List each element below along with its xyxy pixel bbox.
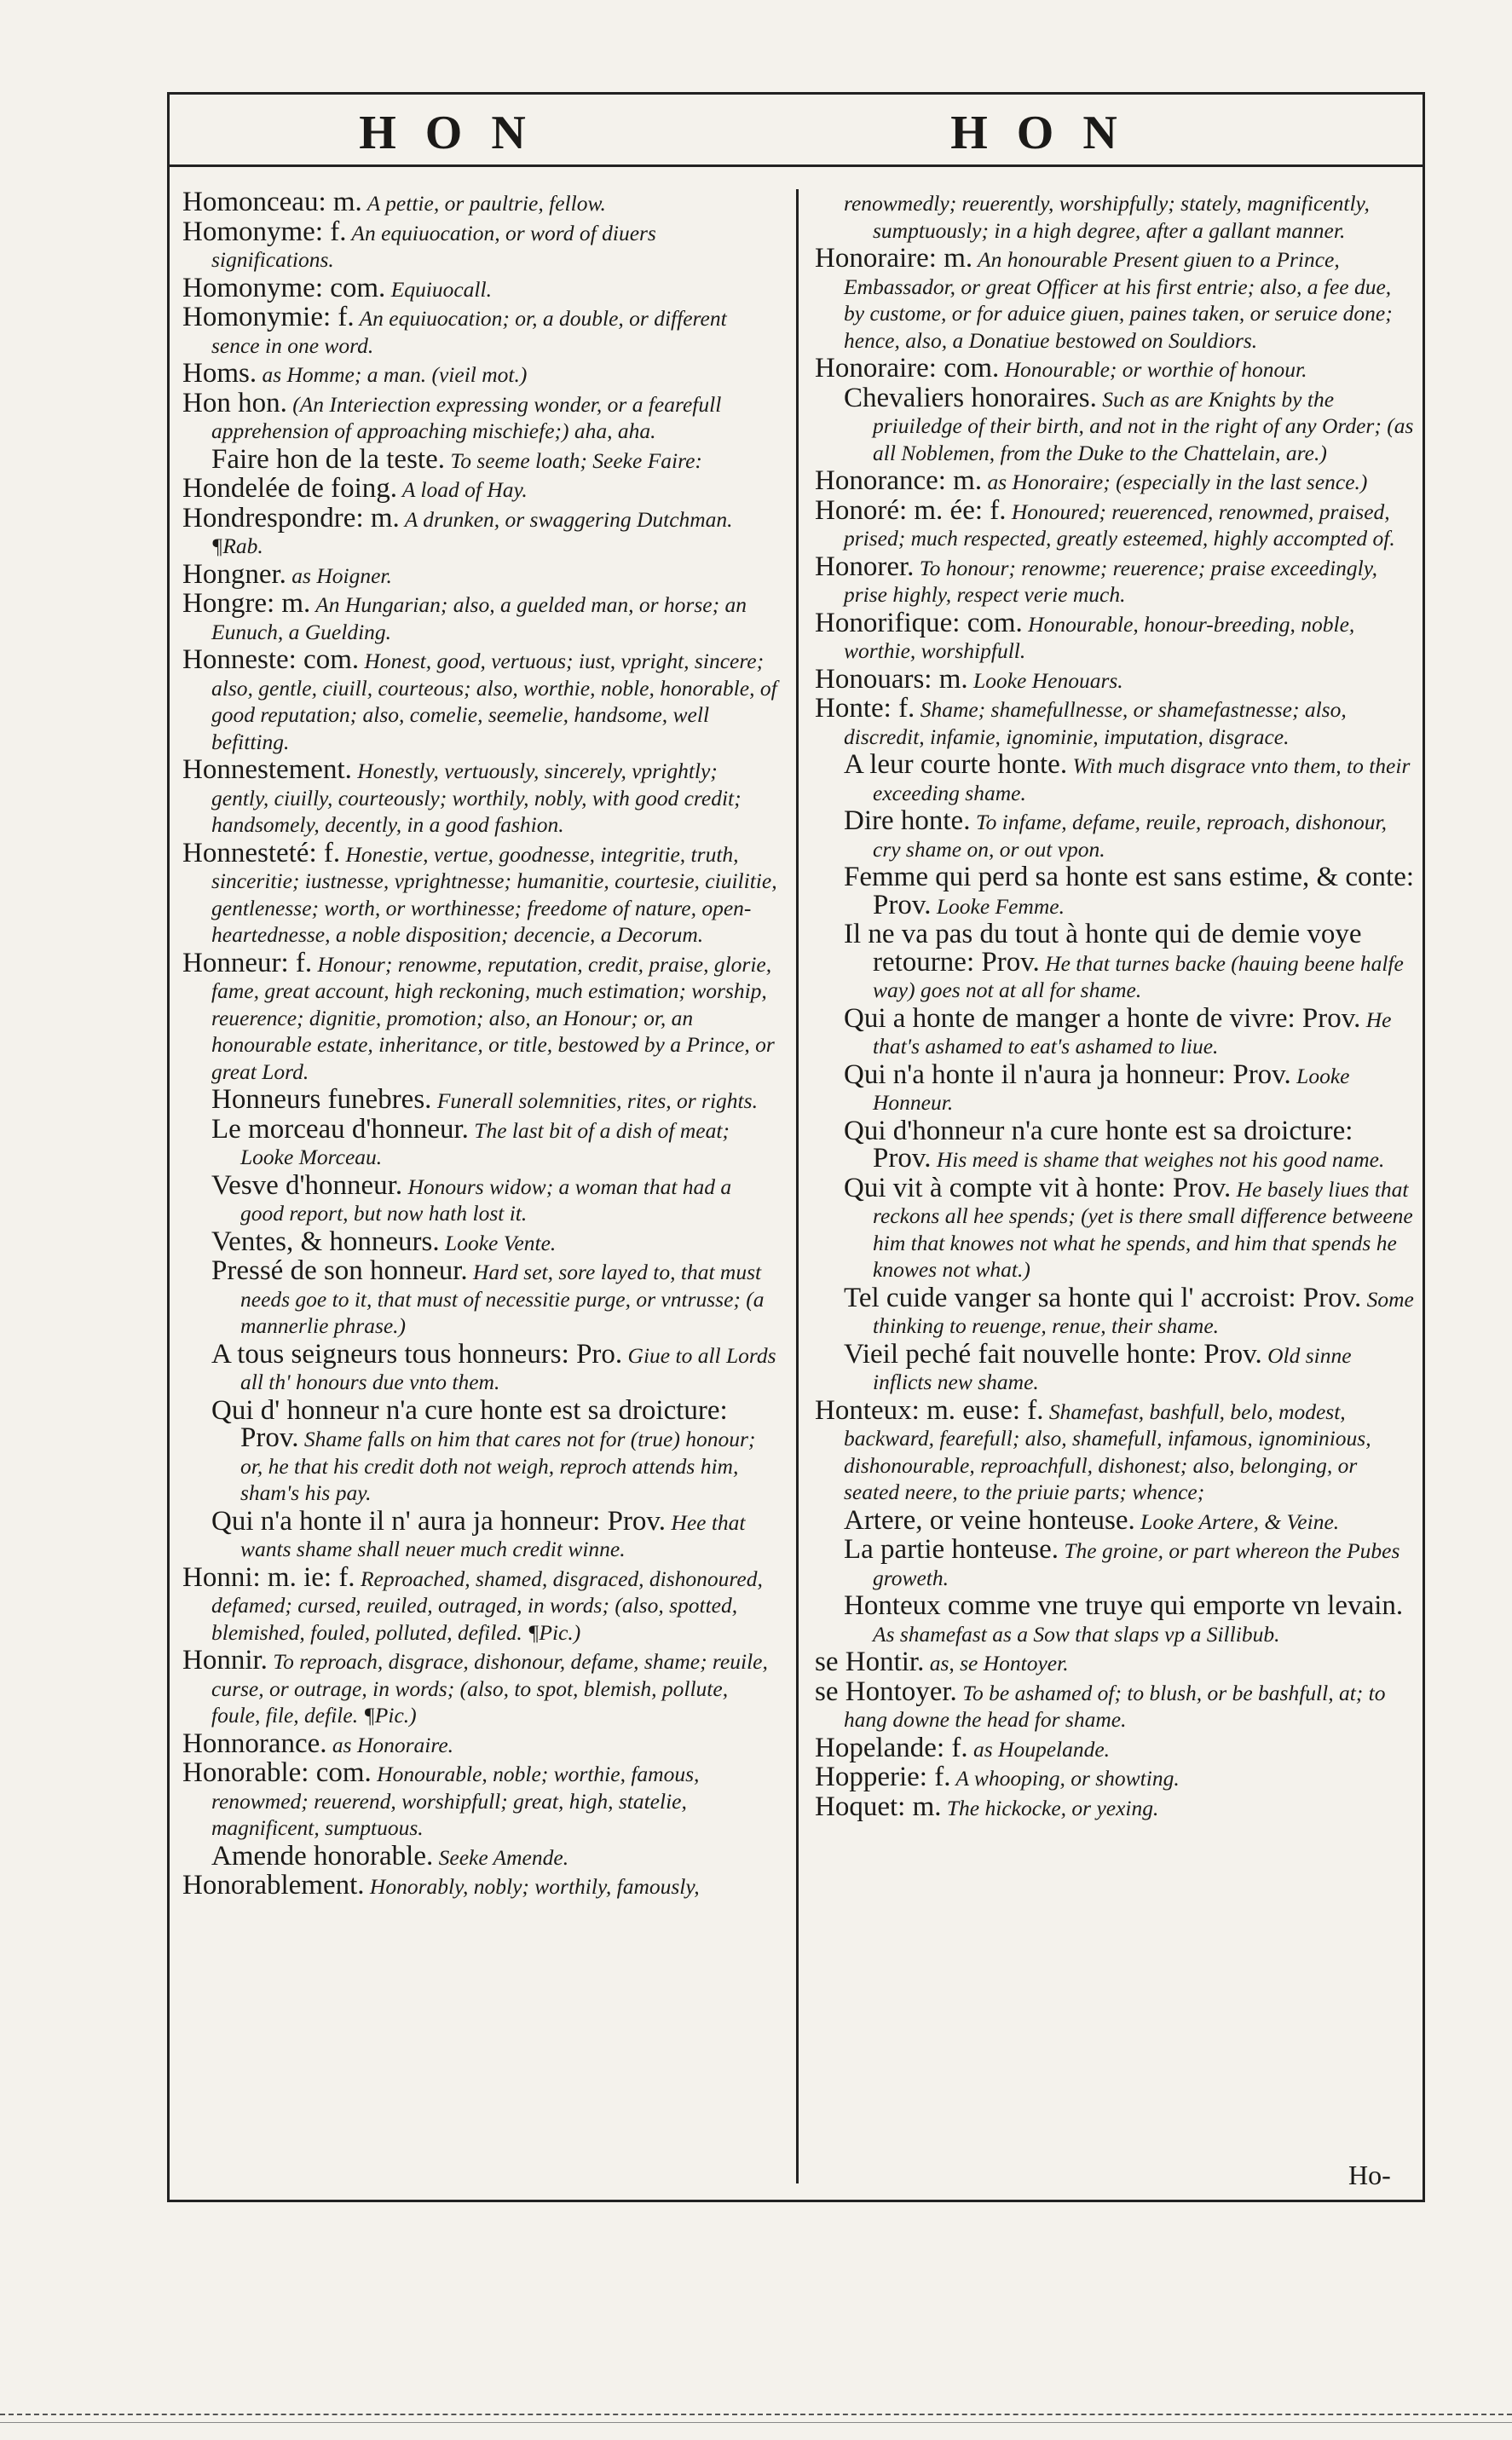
dictionary-entry [182, 1728, 779, 1759]
header-rule [167, 164, 1425, 167]
entry-headword: Hopelande: f. [815, 1732, 968, 1763]
entry-headword: La partie honteuse. [844, 1534, 1059, 1565]
entry-headword: Qui a honte de manger a honte de vivre: Prov. [844, 1002, 1361, 1034]
entry-gloss: Seeke Amende. [433, 1844, 569, 1870]
entry-gloss: Shame falls on him that cares not for (true) honour; or, he that his credit doth not weigh, reproch attends him, sham's his pay. [240, 1427, 756, 1505]
entry-gloss: Hee that wants shame shall neuer much credit winne. [240, 1509, 746, 1561]
dictionary-entry [182, 502, 779, 560]
catchword: Ho- [1348, 2160, 1391, 2190]
entry-gloss: Giue to all Lords all th' honours due vnto them. [240, 1342, 776, 1394]
entry-gloss: Looke Henouars. [967, 667, 1123, 693]
entry-headword: Hongre: m. [182, 588, 311, 619]
entry-gloss: The groine, or part whereon the Pubes groweth. [873, 1538, 1400, 1590]
bottom-rule-2 [0, 2422, 1512, 2423]
entry-gloss: Honorably, nobly; worthily, famously, [364, 1874, 700, 1899]
entry-gloss: as Homme; a man. (vieil mot.) [257, 362, 528, 387]
dictionary-entry [844, 864, 1415, 920]
entry-headword: Honni: m. ie: f. [182, 1561, 355, 1593]
entry-headword: Hondelée de foing. [182, 473, 397, 504]
dictionary-entry [844, 1058, 1415, 1116]
entry-gloss: An honourable Present giuen to a Prince, Embassador, or great Officer at his first entrie; also, a fee due, by custome, or for aduice giuen, paines taken, or seruice done; hence, also, a Donatiue bestowed on Souldiors. [844, 247, 1393, 353]
dictionary-entry [844, 189, 1415, 244]
entry-headword: Honouars: m. [815, 663, 968, 695]
entry-gloss: (An Interiection expressing wonder, or a fearefull apprehension of approaching mischiefe;) aha, aha. [211, 391, 722, 443]
dictionary-entry [211, 1084, 779, 1115]
entry-headword: Hondrespondre: m. [182, 502, 400, 534]
running-head-left: HON [359, 107, 555, 159]
dictionary-entry [211, 1113, 779, 1171]
entry-headword: Honneur: f. [182, 947, 313, 978]
dictionary-entry [815, 245, 1415, 354]
dictionary-entry [815, 551, 1415, 609]
entry-gloss: A whooping, or showting. [950, 1766, 1180, 1791]
dictionary-entry [844, 1115, 1415, 1174]
dictionary-entry [844, 805, 1415, 862]
entry-gloss: Hard set, sore layed to, that must needs goe to it, that must of necessitie purge, or vntrusse; (a mannerlie phrase.) [240, 1260, 765, 1338]
entry-headword: Qui d'honneur n'a cure honte est sa droicture: Prov. [844, 1115, 1353, 1174]
entry-gloss: An Hungarian; also, a guelded man, or horse; an Eunuch, a Guelding. [211, 592, 747, 644]
dictionary-entry [844, 1504, 1415, 1536]
dictionary-entry [815, 1394, 1415, 1506]
entry-gloss: Looke Vente. [439, 1230, 557, 1255]
dictionary-entry [815, 355, 1415, 384]
entry-gloss: Honourable; or worthie of honour. [999, 357, 1307, 382]
dictionary-entry [182, 1757, 779, 1842]
entry-headword: Hoquet: m. [815, 1791, 942, 1822]
dictionary-entry [844, 749, 1415, 806]
entry-gloss: To infame, defame, reuile, reproach, dishonour, cry shame on, or out vpon. [873, 810, 1387, 862]
entry-headword: Qui n'a honte il n' aura ja honneur: Prov. [211, 1505, 667, 1537]
entry-headword: Qui vit à compte vit à honte: Prov. [844, 1172, 1232, 1203]
dictionary-entry [182, 272, 779, 303]
dictionary-entry [182, 588, 779, 645]
entry-gloss: Looke Femme. [931, 893, 1065, 919]
entry-headword: Hongner. [182, 558, 286, 590]
entry-headword: Qui n'a honte il n'aura ja honneur: Prov. [844, 1058, 1291, 1090]
dictionary-entry [211, 1394, 779, 1507]
entry-gloss: As shamefast as a Sow that slaps vp a Sillibub. [873, 1621, 1280, 1647]
dictionary-entry [844, 1534, 1415, 1591]
dictionary-entry [182, 837, 779, 949]
dictionary-entry [182, 387, 779, 445]
dictionary-entry [211, 1255, 779, 1340]
entry-gloss: Looke Honneur. [873, 1063, 1350, 1115]
entry-gloss: Such as are Knights by the priuiledge of their birth, and not in the right of any Order; (as all Noblemen, from the Duke to the Chattelain, are.) [873, 386, 1414, 465]
entry-headword: Pressé de son honneur. [211, 1255, 468, 1286]
entry-gloss: as Houpelande. [967, 1736, 1111, 1762]
dictionary-entry [211, 1338, 779, 1396]
entry-headword: Dire honte. [844, 805, 971, 836]
dictionary-entry [844, 1338, 1415, 1396]
entry-gloss: Funerall solemnities, rites, or rights. [431, 1088, 758, 1113]
entry-gloss: He that turnes backe (hauing beene halfe way) goes not at all for shame. [873, 950, 1404, 1002]
entry-headword: Faire hon de la teste. [211, 443, 445, 475]
entry-gloss: Some thinking to reuenge, renue, their shame. [873, 1286, 1414, 1338]
entry-gloss: Shamefast, bashfull, belo, modest, backward, fearefull; also, shamefull, infamous, ignominious, dishonourable, reproachfull, dishonest; also, belonging, or seated neere, to the priuie parts; whence; [844, 1399, 1371, 1504]
entry-gloss: The last bit of a dish of meat; Looke Morceau. [240, 1117, 730, 1169]
dictionary-entry [815, 1649, 1415, 1677]
dictionary-entry [211, 1226, 779, 1257]
entry-headword: Homs. [182, 358, 257, 389]
dictionary-entry [815, 695, 1415, 750]
entry-headword: Honneurs funebres. [211, 1084, 432, 1115]
entry-headword: Ventes, & honneurs. [211, 1226, 440, 1257]
entry-headword: Honnestement. [182, 754, 352, 785]
entry-headword: Vieil peché fait nouvelle honte: Prov. [844, 1338, 1262, 1370]
entry-headword: A leur courte honte. [844, 749, 1068, 780]
entry-gloss: His meed is shame that weighes not his good name. [931, 1147, 1385, 1172]
dictionary-entry [182, 304, 779, 359]
entry-headword: Honorance: m. [815, 465, 983, 496]
dictionary-entry [211, 1169, 779, 1227]
entry-headword: Le morceau d'honneur. [211, 1113, 469, 1145]
dictionary-entry [844, 921, 1415, 1004]
entry-headword: Homonceau: m. [182, 187, 362, 217]
entry-headword: Honnorance. [182, 1728, 327, 1759]
entry-gloss: Honours widow; a woman that had a good report, but now hath lost it. [240, 1174, 732, 1226]
dictionary-entry [182, 1647, 779, 1729]
entry-gloss: Equiuocall. [385, 276, 492, 302]
entry-gloss: Shame; shamefullnesse, or shamefastnesse; also, discredit, infamie, ignominie, imputation, disgrace. [844, 697, 1347, 749]
entry-headword: Honte: f. [815, 693, 915, 724]
entry-gloss: A drunken, or swaggering Dutchman. ¶Rab. [211, 506, 733, 558]
dictionary-entry [844, 1282, 1415, 1340]
entry-headword: Homonymie: f. [182, 302, 355, 332]
dictionary-entry [211, 443, 779, 475]
entry-headword: Honnir. [182, 1645, 268, 1676]
entry-gloss: as Honoraire. [326, 1732, 454, 1757]
entry-gloss: To seeme loath; Seeke Faire: [445, 447, 702, 473]
entry-headword: Honoraire: m. [815, 243, 973, 274]
entry-headword: Hopperie: f. [815, 1762, 951, 1792]
entry-headword: Homonyme: com. [182, 272, 386, 303]
dictionary-entry [211, 1840, 779, 1872]
dictionary-entry [182, 947, 779, 1086]
entry-gloss: Honour; renowme, reputation, credit, praise, glorie, fame, great account, high reckoning, much estimation; worship, reuerence; dignitie, promotion; also, an Honour; or, an honourable estate, inheritance, or title, bestowed by a Prince, or great Lord. [211, 951, 775, 1084]
bottom-rule [0, 2414, 1512, 2415]
entry-headword: se Hontoyer. [815, 1676, 957, 1707]
entry-headword: Honteux comme vne truye qui emporte vn levain. [844, 1590, 1404, 1621]
dictionary-entry [844, 382, 1415, 467]
entry-gloss: An equiuocation; or, a double, or different sence in one word. [211, 306, 727, 358]
entry-headword: A tous seigneurs tous honneurs: Pro. [211, 1338, 623, 1370]
entry-gloss: Looke Artere, & Veine. [1134, 1508, 1340, 1534]
dictionary-entry [211, 1505, 779, 1563]
dictionary-entry [182, 216, 779, 274]
dictionary-entry [815, 1676, 1415, 1733]
entry-gloss: A load of Hay. [397, 477, 528, 502]
entry-gloss: as Hoigner. [286, 562, 392, 588]
entry-gloss: To be ashamed of; to blush, or be bashfull, at; to hang downe the head for shame. [844, 1680, 1386, 1732]
dictionary-entry [844, 1002, 1415, 1060]
dictionary-entry [182, 1872, 779, 1901]
dictionary-entry [844, 1172, 1415, 1283]
entry-gloss: He that's ashamed to eat's ashamed to liue. [873, 1007, 1392, 1058]
column-rule [796, 189, 799, 2183]
dictionary-entry [815, 1764, 1415, 1792]
entry-headword: Honorifique: com. [815, 607, 1023, 638]
dictionary-entry [844, 1590, 1415, 1647]
entry-headword: Honoré: m. ée: f. [815, 494, 1007, 526]
dictionary-entry [182, 358, 779, 389]
running-head-right: HON [950, 107, 1146, 159]
entry-headword: Amende honorable. [211, 1840, 434, 1872]
entry-gloss: Honoured; reuerenced, renowmed, praised, prised; much respected, greatly esteemed, highly accompted of. [844, 499, 1395, 551]
entry-headword: Il ne va pas du tout à honte qui de demie voye retourne: Prov. [844, 919, 1362, 978]
dictionary-entry [182, 644, 779, 755]
dictionary-entry [815, 607, 1415, 665]
entry-gloss: An equiuocation, or word of diuers significations. [211, 220, 656, 272]
entry-gloss: The hickocke, or yexing. [941, 1795, 1159, 1820]
dictionary-entry [182, 473, 779, 504]
entry-headword: Honnesteté: f. [182, 837, 341, 868]
entry-gloss: Honourable, honour-breeding, noble, worthie, worshipfull. [844, 611, 1355, 663]
entry-headword: Honneste: com. [182, 644, 360, 675]
dictionary-entry [815, 1791, 1415, 1822]
entry-headword: Artere, or veine honteuse. [844, 1504, 1135, 1536]
entry-headword: Homonyme: f. [182, 216, 347, 247]
dictionary-entry [182, 558, 779, 590]
dictionary-entry [815, 465, 1415, 496]
dictionary-entry [815, 1732, 1415, 1763]
dictionary-entry [182, 754, 779, 839]
left-column [182, 189, 779, 1902]
entry-headword: Honteux: m. euse: f. [815, 1394, 1044, 1426]
entry-headword: Qui d' honneur n'a cure honte est sa droicture: Prov. [211, 1394, 728, 1453]
dictionary-entry [815, 663, 1415, 695]
entry-headword: Honoraire: com. [815, 353, 1000, 384]
entry-gloss: renowmedly; reuerently, worshipfully; stately, magnificently, sumptuously; in a high degree, after a gallant manner. [844, 191, 1370, 243]
entry-headword: Honorablement. [182, 1870, 365, 1901]
entry-headword: Chevaliers honoraires. [844, 382, 1097, 413]
entry-headword: Honorable: com. [182, 1757, 372, 1788]
entry-gloss: Honourable, noble; worthie, famous, renowmed; reuerend, worshipfull; great, high, statelie, magnificent, sumptuous. [211, 1762, 700, 1840]
entry-gloss: With much disgrace vnto them, to their exceeding shame. [873, 753, 1411, 805]
entry-gloss: Honest, good, vertuous; iust, vpright, sincere; also, gentle, ciuill, courteous; also, worthie, noble, honorable, of good reputation; also, comelie, seemelie, handsome, well befitting. [211, 649, 777, 754]
entry-gloss: He basely liues that reckons all hee spends; (yet is there small difference betweene him that knowes not what he spends, and him that spends he knowes not what.) [873, 1176, 1413, 1282]
entry-headword: Vesve d'honneur. [211, 1169, 403, 1201]
entry-gloss: as Honoraire; (especially in the last sence.) [982, 470, 1368, 494]
dictionary-entry [815, 494, 1415, 552]
right-column [815, 189, 1415, 1823]
entry-headword: Honorer. [815, 551, 915, 582]
entry-headword: Femme qui perd sa honte est sans estime, & conte: Prov. [844, 862, 1415, 920]
entry-gloss: Honestly, vertuously, sincerely, vprightly; gently, ciuilly, courteously; worthily, nobly, with good credit; handsomely, decently, in a good fashion. [211, 759, 742, 837]
entry-gloss: Reproached, shamed, disgraced, dishonoured, defamed; cursed, reuiled, outraged, in words; (also, spotted, blemished, fouled, polluted, defiled. ¶Pic.) [211, 1566, 763, 1645]
entry-gloss: To reproach, disgrace, dishonour, defame, shame; reuile, curse, or outrage, in words; (also, to spot, blemish, pollute, foule, file, defile. ¶Pic.) [211, 1649, 768, 1728]
entry-headword: Hon hon. [182, 387, 287, 418]
entry-gloss: Honestie, vertue, goodnesse, integritie, truth, sinceritie; iustnesse, vprightnesse; humanitie, courtesie, ciuilitie, gentlenesse; worth, or worthinesse; freedome of nature, open-heartednesse, a noble disposition; decencie, a Decorum. [211, 841, 777, 947]
entry-headword: se Hontir. [815, 1647, 925, 1677]
entry-headword: Tel cuide vanger sa honte qui l' accroist: Prov. [844, 1282, 1362, 1313]
dictionary-entry [182, 1561, 779, 1647]
entry-gloss: To honour; renowme; reuerence; praise exceedingly, prise highly, respect verie much. [844, 555, 1378, 607]
entry-gloss: A pettie, or paultrie, fellow. [361, 191, 606, 216]
entry-gloss: as, se Hontoyer. [924, 1651, 1069, 1676]
entry-gloss: Old sinne inflicts new shame. [873, 1342, 1352, 1394]
dictionary-entry [182, 189, 779, 217]
